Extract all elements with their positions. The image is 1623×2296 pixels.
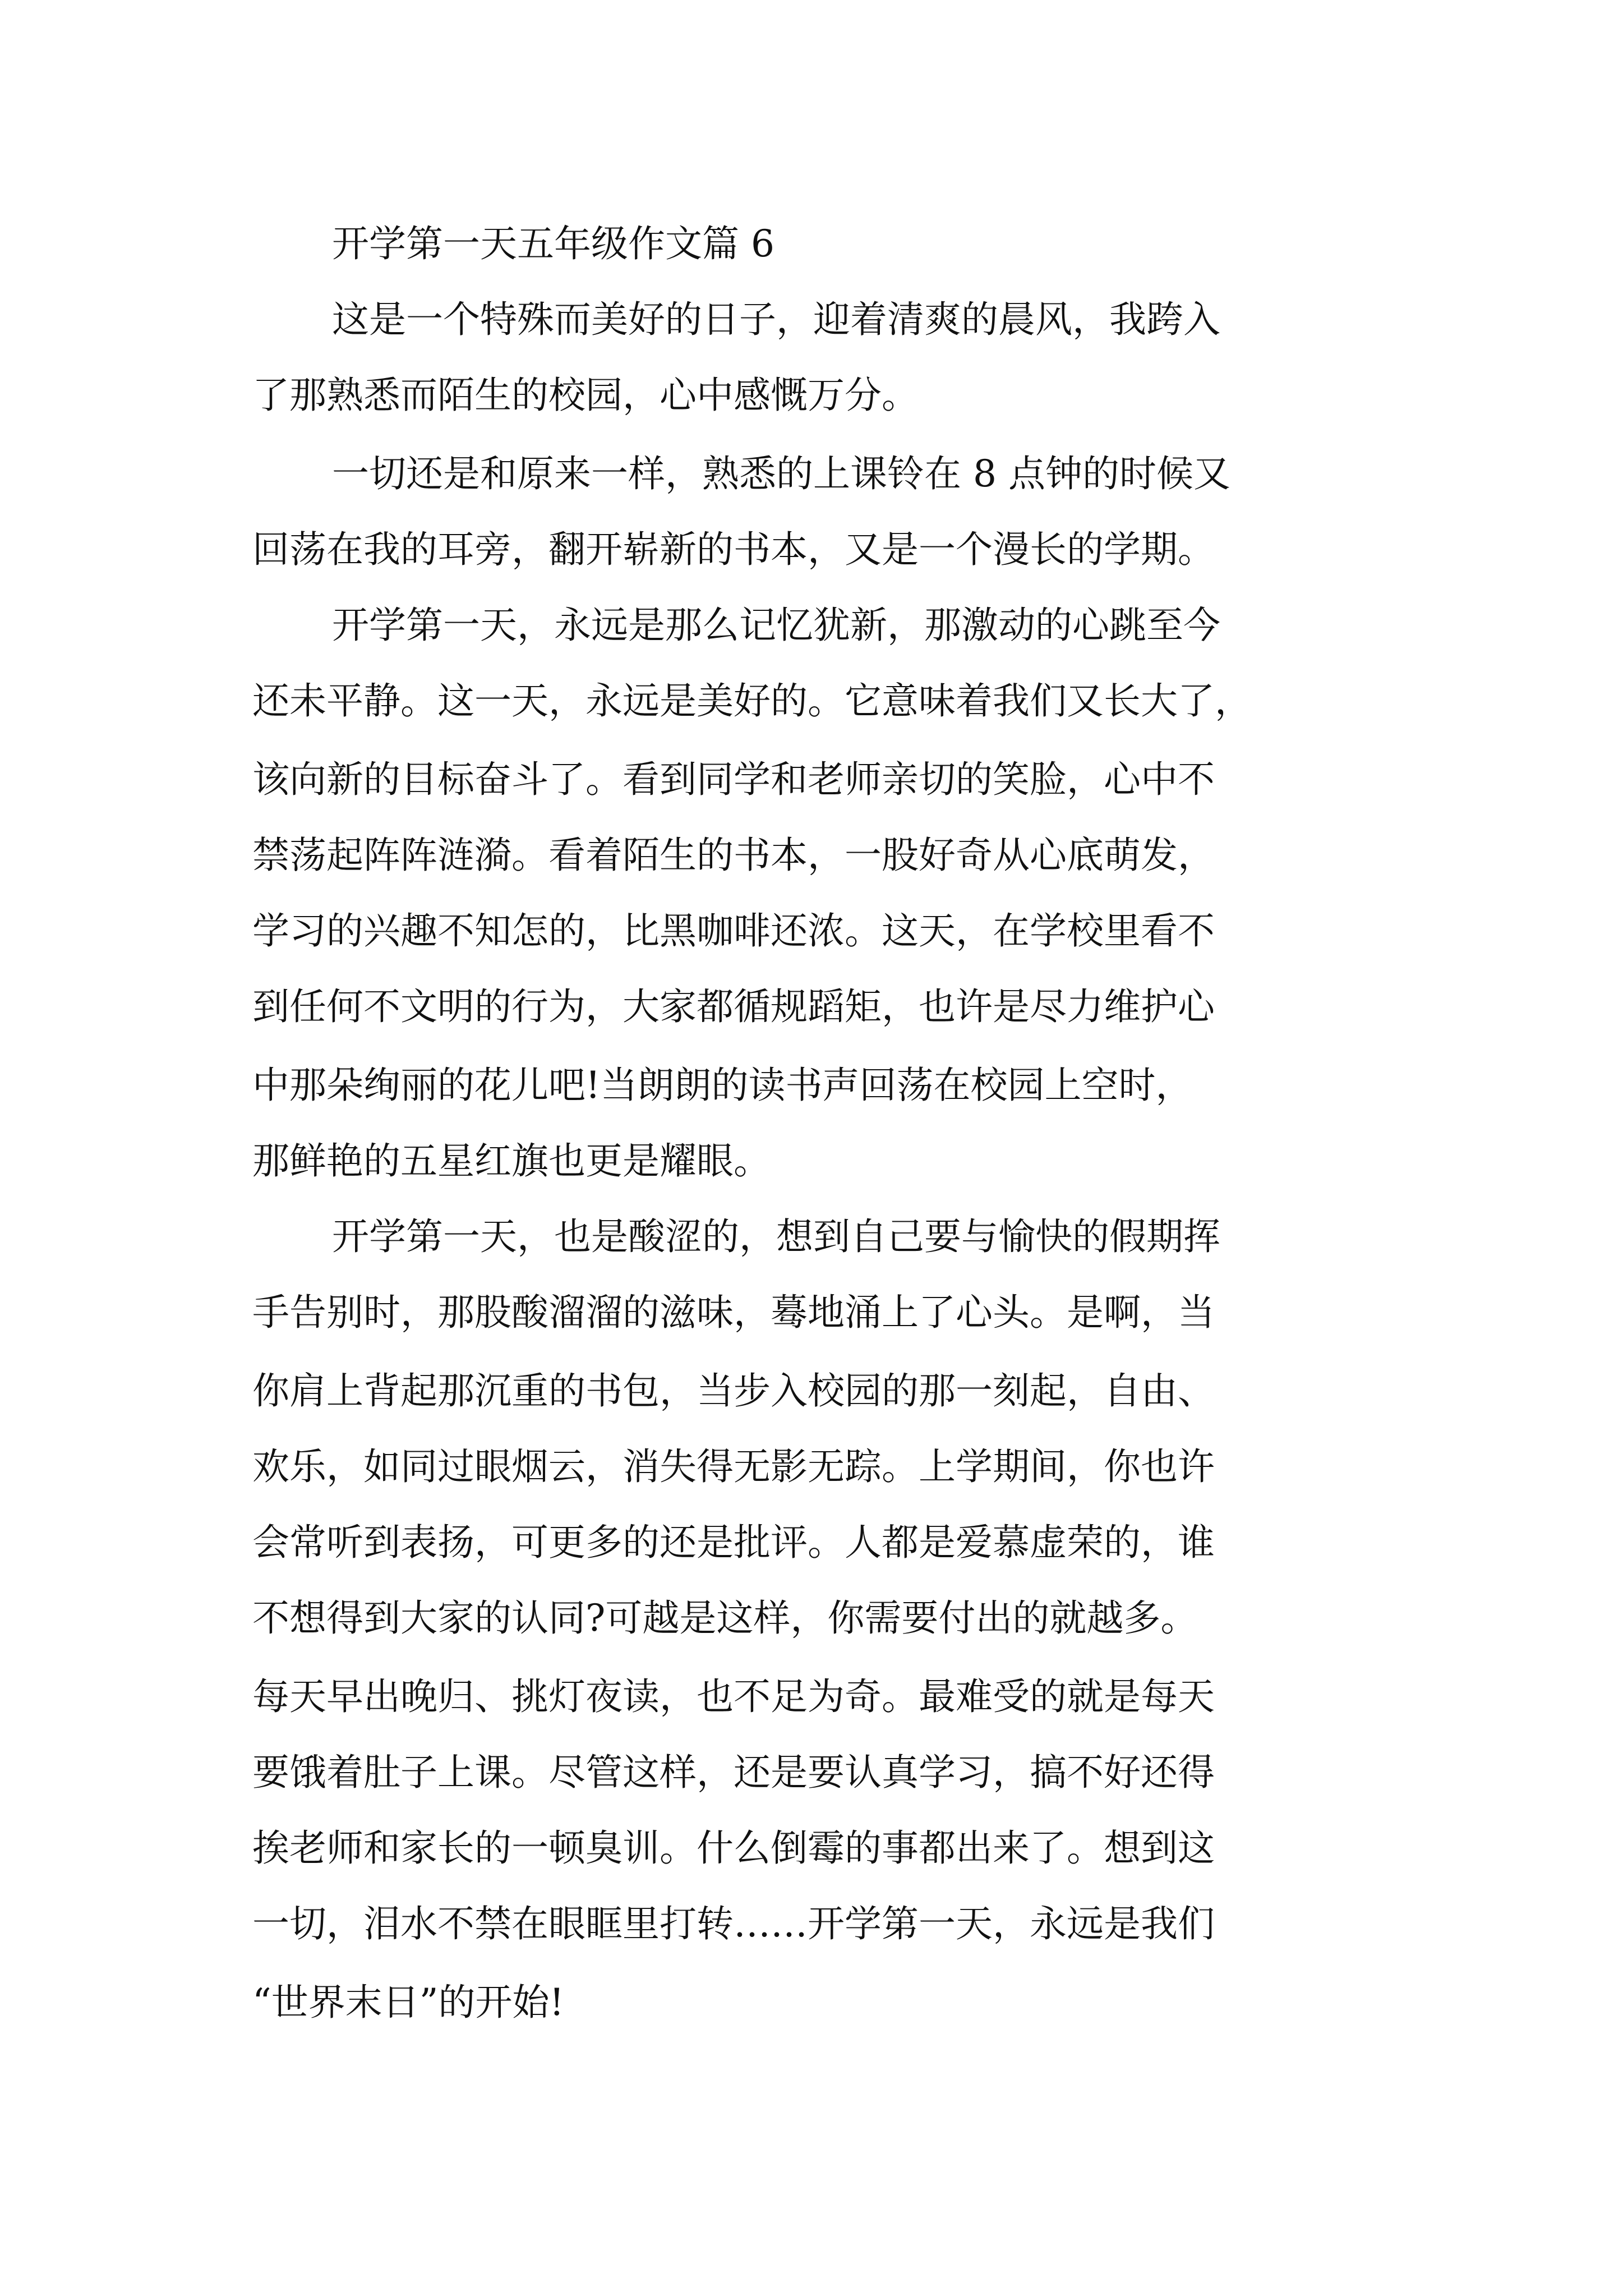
paragraph-line: 学习的兴趣不知怎的，比黑咖啡还浓。这天，在学校里看不 (252, 909, 1215, 953)
paragraph-line: 每天早出晚归、挑灯夜读，也不足为奇。最难受的就是每天 (252, 1675, 1215, 1718)
paragraph-line: 那鲜艳的五星红旗也更是耀眼。 (252, 1139, 771, 1182)
paragraph-line: 欢乐，如同过眼烟云，消失得无影无踪。上学期间，你也许 (252, 1445, 1215, 1488)
paragraph-line: 会常听到表扬，可更多的还是批评。人都是爱慕虚荣的，谁 (252, 1521, 1215, 1564)
paragraph-line: 开学第一天，也是酸涩的，想到自己要与愉快的假期挥 (332, 1215, 1220, 1258)
paragraph-line: 禁荡起阵阵涟漪。看着陌生的书本，一股好奇从心底萌发， (252, 834, 1215, 877)
paragraph-line: 了那熟悉而陌生的校园，心中感慨万分。 (252, 374, 919, 417)
document-title: 开学第一天五年级作文篇 6 (332, 222, 774, 265)
paragraph-line: 还未平静。这一天，永远是美好的。它意味着我们又长大了， (252, 679, 1252, 723)
paragraph-line: “世界末日”的开始! (252, 1981, 565, 2024)
paragraph-line: 手告别时，那股酸溜溜的滋味，蓦地涌上了心头。是啊，当 (252, 1291, 1215, 1334)
paragraph-line: 一切还是和原来一样，熟悉的上课铃在 8 点钟的时候又 (332, 452, 1230, 495)
paragraph-line: 这是一个特殊而美好的日子，迎着清爽的晨风，我跨入 (332, 298, 1220, 341)
paragraph-line: 不想得到大家的认同?可越是这样，你需要付出的就越多。 (252, 1596, 1198, 1640)
paragraph-line: 一切，泪水不禁在眼眶里打转……开学第一天，永远是我们 (252, 1902, 1215, 1945)
paragraph-line: 该向新的目标奋斗了。看到同学和老师亲切的笑脸，心中不 (252, 758, 1215, 801)
paragraph-line: 开学第一天，永远是那么记忆犹新，那激动的心跳至今 (332, 604, 1220, 647)
paragraph-line: 你肩上背起那沉重的书包，当步入校园的那一刻起，自由、 (252, 1369, 1215, 1412)
paragraph-line: 中那朵绚丽的花儿吧!当朗朗的读书声回荡在校园上空时， (252, 1064, 1193, 1107)
paragraph-line: 到任何不文明的行为，大家都循规蹈矩，也许是尽力维护心 (252, 985, 1215, 1028)
paragraph-line: 回荡在我的耳旁，翻开崭新的书本，又是一个漫长的学期。 (252, 528, 1215, 571)
paragraph-line: 挨老师和家长的一顿臭训。什么倒霉的事都出来了。想到这 (252, 1826, 1215, 1870)
paragraph-line: 要饿着肚子上课。尽管这样，还是要认真学习，搞不好还得 (252, 1751, 1215, 1794)
